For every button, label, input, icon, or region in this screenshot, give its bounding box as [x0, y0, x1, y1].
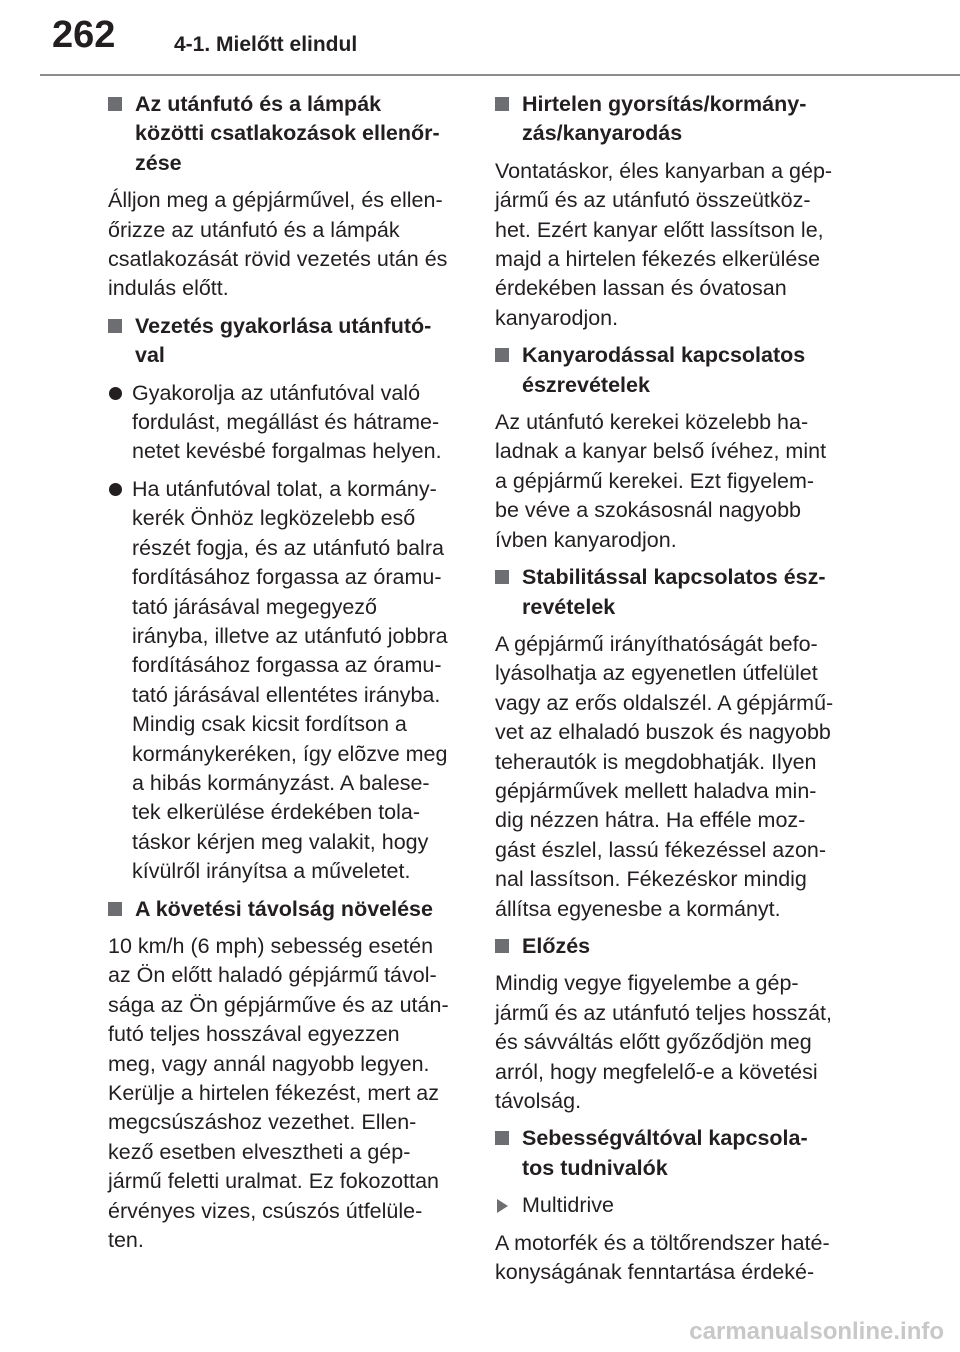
- text-line: Kanyarodással kapcsolatos: [522, 343, 806, 368]
- heading-transmission-info: [495, 1124, 857, 1183]
- text-line: A gépjármű irányíthatóságát befo-: [495, 631, 818, 656]
- text-line: tató járásával ellentétes irányba.: [132, 682, 441, 707]
- text-line: megcsúszáshoz vezethet. Ellen-: [108, 1110, 417, 1135]
- header-divider: [40, 74, 960, 76]
- text-line: Előzés: [522, 933, 591, 958]
- text-line: be véve a szokásosnál nagyobb: [495, 498, 801, 523]
- text-line: Ha utánfutóval tolat, a kormány-: [132, 476, 437, 501]
- text-line: arról, hogy megfelelő-e a követési: [495, 1059, 818, 1084]
- bullet-reversing: [108, 475, 463, 887]
- text-line: táskor kérjen meg valakit, hogy: [132, 829, 429, 854]
- square-bullet-icon: [108, 319, 122, 333]
- text-line: távolság.: [495, 1089, 582, 1113]
- text-line: Multidrive: [522, 1193, 614, 1218]
- text-line: és sávváltás előtt győződjön meg: [495, 1030, 812, 1055]
- text-line: Vontatáskor, éles kanyarban a gép-: [495, 158, 833, 183]
- text-line: ten.: [108, 1228, 144, 1253]
- paragraph-connection-check: [108, 186, 463, 304]
- page-number: 262: [52, 14, 116, 56]
- section-title: 4-1. Mielőtt elindul: [174, 33, 358, 56]
- text-line: kező esetben elvesztheti a gép-: [108, 1139, 411, 1164]
- paragraph-following-distance: [108, 932, 463, 1255]
- text-line: ívben kanyarodjon.: [495, 527, 677, 552]
- right-column: [495, 90, 857, 1295]
- text-line: 10 km/h (6 mph) sebesség esetén: [108, 933, 434, 958]
- text-line: csatlakozását rövid vezetés után és: [108, 247, 448, 272]
- text-line: Hirtelen gyorsítás/kormány-: [522, 92, 807, 116]
- text-line: Kerülje a hirtelen fékezést, mert az: [108, 1081, 440, 1105]
- text-line: fordulást, megállást és hátrame-: [132, 410, 440, 435]
- text-line: kormánykeréken, így elõzve meg: [132, 741, 448, 766]
- text-line: zése: [135, 150, 182, 175]
- square-bullet-icon: [108, 902, 122, 916]
- text-line: kanyarodjon.: [495, 305, 619, 330]
- paragraph-engine-brake: [495, 1229, 857, 1288]
- text-line: Az utánfutó kerekei közelebb ha-: [495, 410, 809, 435]
- paragraph-stability-notes: [495, 630, 857, 924]
- text-line: zás/kanyarodás: [522, 121, 683, 146]
- heading-turning-notes: [495, 341, 857, 400]
- text-line: revételek: [522, 594, 616, 619]
- text-line: közötti csatlakozások ellenőr-: [135, 121, 440, 146]
- bullet-practice: [108, 379, 463, 467]
- left-column: [108, 90, 463, 1263]
- text-line: érvényes vizes, csúszós útfelüle-: [108, 1198, 423, 1223]
- text-line: tek elkerülése érdekében tola-: [132, 800, 421, 825]
- text-line: fordításához forgassa az óramu-: [132, 565, 442, 590]
- text-line: kerék Önhöz legközelebb eső: [132, 506, 416, 531]
- paragraph-turning-notes: [495, 408, 857, 555]
- text-line: észrevételek: [522, 372, 650, 397]
- text-line: ladnak a kanyar belső ívéhez, mint: [495, 439, 827, 464]
- text-line: jármű feletti uralmat. Ez fokozottan: [108, 1169, 440, 1194]
- heading-connection-check: [108, 90, 463, 178]
- text-line: az Ön előtt haladó gépjármű távol-: [108, 963, 437, 988]
- text-line: Stabilitással kapcsolatos ész-: [522, 565, 826, 590]
- text-line: tos tudnivalók: [522, 1155, 668, 1180]
- text-line: A motorfék és a töltőrendszer haté-: [495, 1230, 830, 1255]
- square-bullet-icon: [108, 97, 122, 111]
- text-line: Gyakorolja az utánfutóval való: [132, 380, 421, 405]
- text-line: A követési távolság növelése: [135, 896, 433, 921]
- text-line: vet az elhaladó buszok és nagyobb: [495, 720, 831, 745]
- heading-stability-notes: [495, 563, 857, 622]
- heading-overtaking: [495, 932, 857, 961]
- text-line: érdekében lassan és óvatosan: [495, 276, 787, 301]
- heading-practice-driving: [108, 312, 463, 371]
- subheading-multidrive: [495, 1191, 857, 1220]
- text-line: teherautók is megdobhatják. Ilyen: [495, 749, 817, 774]
- page-header: [0, 0, 960, 78]
- square-bullet-icon: [495, 97, 509, 111]
- text-line: vagy az erős oldalszél. A gépjármű-: [495, 690, 834, 715]
- watermark: carmanualsonline.info: [689, 1318, 944, 1345]
- text-line: Sebességváltóval kapcsola-: [522, 1126, 808, 1151]
- heading-sudden-acceleration: [495, 90, 857, 149]
- square-bullet-icon: [495, 939, 509, 953]
- text-line: konyságának fenntartása érdeké-: [495, 1260, 815, 1285]
- text-line: gást észlel, lassú fékezéssel azon-: [495, 837, 827, 862]
- text-line: lyásolhatja az egyenetlen útfelület: [495, 661, 818, 686]
- text-line: futó teljes hosszával egyezzen: [108, 1022, 400, 1047]
- text-line: Vezetés gyakorlása utánfutó-: [135, 313, 432, 338]
- text-line: Mindig csak kicsit fordítson a: [132, 712, 407, 737]
- text-line: majd a hirtelen fékezés elkerülése: [495, 247, 821, 272]
- text-line: kívülről irányítsa a műveletet.: [132, 859, 411, 884]
- text-line: val: [135, 343, 165, 368]
- text-line: indulás előtt.: [108, 276, 229, 301]
- square-bullet-icon: [495, 570, 509, 584]
- square-bullet-icon: [495, 1131, 509, 1145]
- heading-following-distance: [108, 895, 463, 924]
- text-line: meg, vagy annál nagyobb legyen.: [108, 1051, 430, 1076]
- text-line: részét fogja, és az utánfutó balra: [132, 535, 444, 560]
- paragraph-sudden-acceleration: [495, 157, 857, 333]
- paragraph-overtaking: [495, 969, 857, 1116]
- text-line: állítsa egyenesbe a kormányt.: [495, 896, 781, 921]
- text-line: tató járásával megegyező: [132, 594, 378, 619]
- text-line: a hibás kormányzást. A balese-: [132, 770, 430, 795]
- text-line: Az utánfutó és a lámpák: [135, 92, 382, 116]
- text-line: het. Ezért kanyar előtt lassítson le,: [495, 217, 824, 242]
- text-line: a gépjármű kerekei. Ezt figyelem-: [495, 468, 815, 493]
- text-line: gépjárművek mellett haladva min-: [495, 778, 817, 803]
- text-line: irányba, illetve az utánfutó jobbra: [132, 623, 448, 648]
- text-line: jármű és az utánfutó összeütköz-: [495, 188, 811, 213]
- text-line: nal lassítson. Fékezéskor mindig: [495, 867, 807, 892]
- text-line: dig nézzen hátra. Ha efféle moz-: [495, 808, 806, 833]
- text-line: jármű és az utánfutó teljes hosszát,: [495, 1000, 833, 1025]
- text-line: Álljon meg a gépjárművel, és ellen-: [108, 188, 443, 213]
- square-bullet-icon: [495, 348, 509, 362]
- text-line: netet kevésbé forgalmas helyen.: [132, 439, 442, 464]
- text-line: Mindig vegye figyelembe a gép-: [495, 971, 799, 996]
- text-line: fordításához forgassa az óramu-: [132, 653, 442, 678]
- text-line: őrizze az utánfutó és a lámpák: [108, 217, 400, 242]
- triangle-arrow-icon: [497, 1199, 508, 1213]
- text-line: sága az Ön gépjárműve és az után-: [108, 992, 449, 1017]
- round-bullet-icon: [109, 387, 122, 400]
- round-bullet-icon: [109, 483, 122, 496]
